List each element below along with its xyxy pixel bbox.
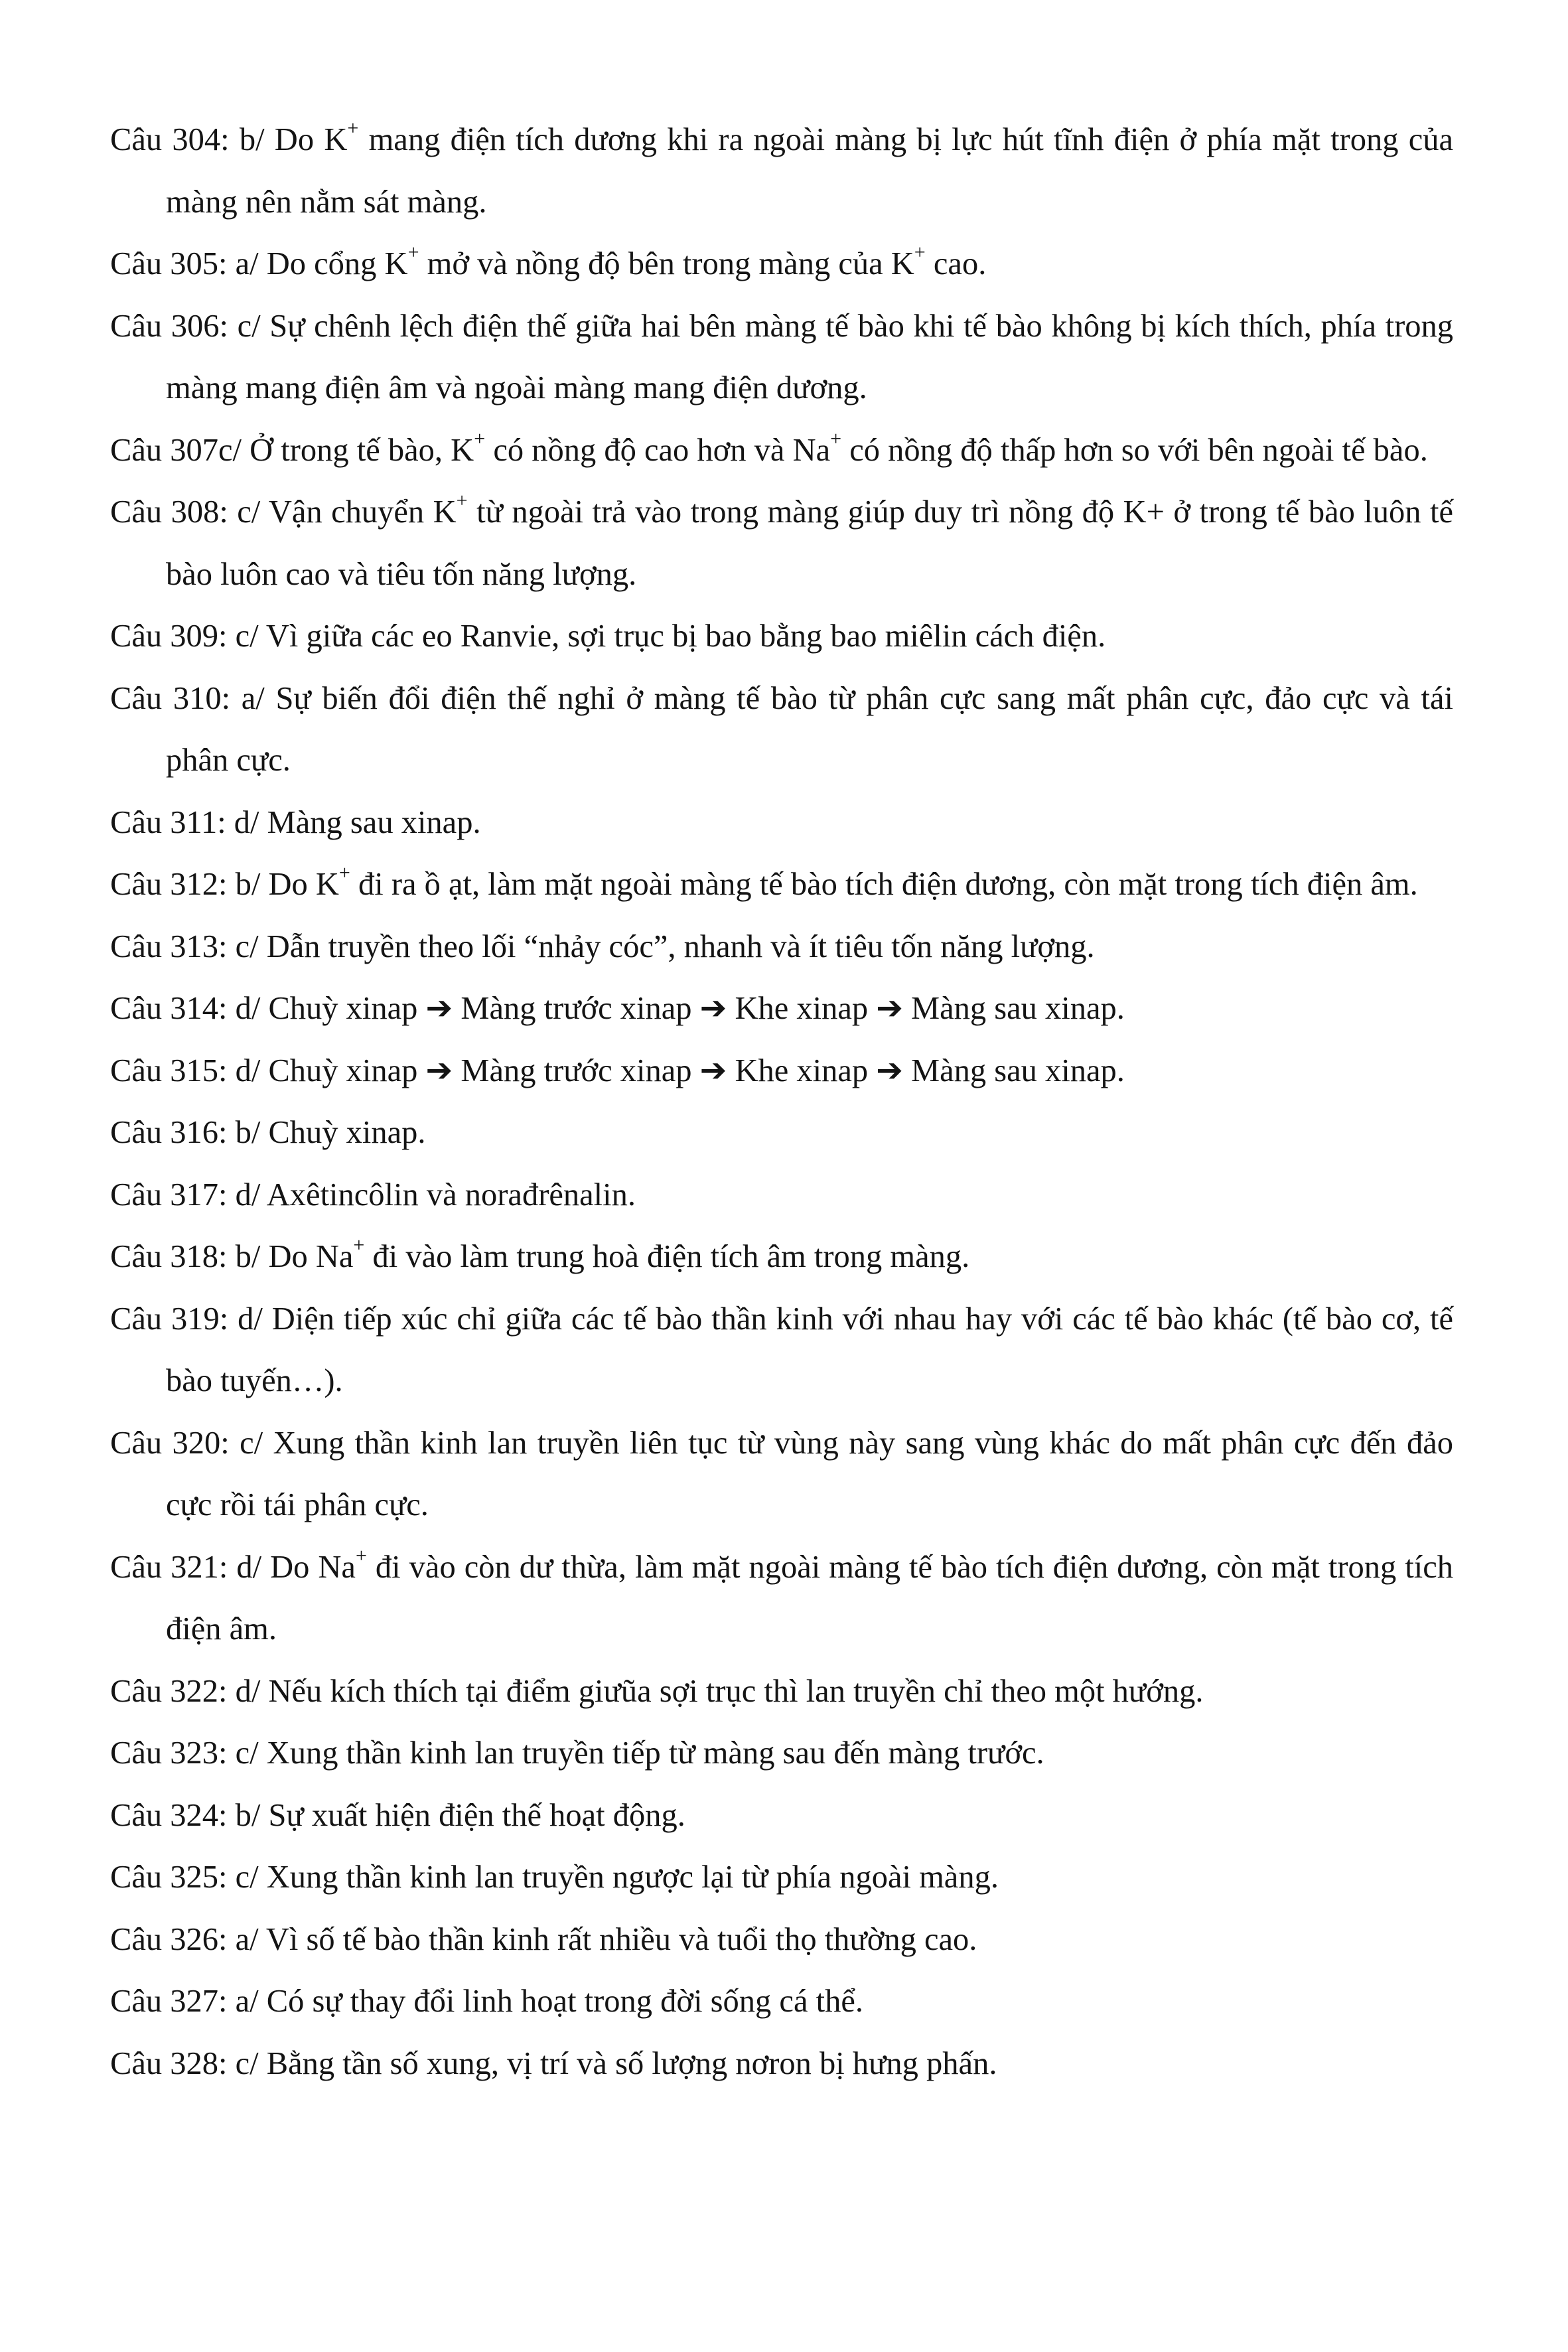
answer-text: Câu 309: c/ Vì giữa các eo Ranvie, sợi trục bị bao bằng bao miêlin cách điện.	[110, 619, 1106, 654]
answer-text: Câu 326: a/ Vì số tế bào thần kinh rất nhiều và tuổi thọ thường cao.	[110, 1921, 977, 1957]
answer-entry	[110, 1660, 1453, 1723]
answer-entry	[110, 916, 1453, 978]
answer-text: Câu 311: d/ Màng sau xinap.	[110, 804, 481, 840]
superscript-charge: +	[830, 427, 842, 450]
superscript-charge: +	[456, 488, 468, 512]
answer-entry	[110, 1288, 1453, 1412]
superscript-charge: +	[914, 240, 926, 263]
answer-text: đi ra ồ ạt, làm mặt ngoài màng tế bào tích điện dương, còn mặt trong tích điện âm.	[350, 867, 1418, 902]
answer-text: Câu 324: b/ Sự xuất hiện điện thế hoạt động.	[110, 1797, 685, 1833]
superscript-charge: +	[353, 1233, 365, 1256]
answer-text: Câu 325: c/ Xung thần kinh lan truyền ngược lại từ phía ngoài màng.	[110, 1860, 999, 1895]
answer-text: Câu 306: c/ Sự chênh lệch điện thế giữa hai bên màng tế bào khi tế bào không bị kích thích, phía trong màng mang điện âm và ngoài màng mang điện dương.	[110, 308, 1453, 405]
answer-entry	[110, 1536, 1453, 1660]
superscript-charge: +	[474, 427, 486, 450]
answer-entry	[110, 1164, 1453, 1226]
answer-text: Câu 321: d/ Do Na	[110, 1549, 356, 1585]
answer-entry	[110, 1040, 1453, 1102]
answer-text: mang điện tích dương khi ra ngoài màng bị lực hút tĩnh điện ở phía mặt trong của màng nên nằm sát màng.	[166, 122, 1453, 220]
answer-text: Câu 304: b/ Do K	[110, 122, 348, 157]
answer-text: Câu 310: a/ Sự biến đổi điện thế nghỉ ở màng tế bào từ phân cực sang mất phân cực, đảo cực và tái phân cực.	[110, 680, 1453, 778]
answer-entry	[110, 668, 1453, 792]
answer-text: Câu 322: d/ Nếu kích thích tại điểm giưũa sợi trục thì lan truyền chỉ theo một hướng.	[110, 1673, 1204, 1709]
answer-entry	[110, 792, 1453, 854]
answer-text: Câu 327: a/ Có sự thay đổi linh hoạt trong đời sống cá thể.	[110, 1984, 863, 2019]
answer-entry	[110, 481, 1453, 605]
answer-text: có nồng độ thấp hơn so với bên ngoài tế bào.	[841, 432, 1428, 468]
answer-entry	[110, 978, 1453, 1040]
answer-text: Câu 312: b/ Do K	[110, 867, 339, 902]
answer-entry	[110, 1102, 1453, 1164]
answer-text: Câu 305: a/ Do cổng K	[110, 246, 408, 281]
answer-entry	[110, 1226, 1453, 1288]
answer-text: Câu 318: b/ Do Na	[110, 1239, 354, 1274]
answer-entry	[110, 2033, 1453, 2095]
answer-text: Câu 320: c/ Xung thần kinh lan truyền liên tục từ vùng này sang vùng khác do mất phân cực đến đảo cực rồi tái phân cực.	[110, 1425, 1453, 1522]
answer-text: Câu 315: d/ Chuỳ xinap ➔ Màng trước xinap ➔ Khe xinap ➔ Màng sau xinap.	[110, 1053, 1125, 1088]
superscript-charge: +	[407, 240, 419, 263]
answer-text: Câu 319: d/ Diện tiếp xúc chỉ giữa các tế bào thần kinh với nhau hay với các tế bào khác (tế bào cơ, tế bào tuyến…).	[110, 1301, 1453, 1398]
answer-entry	[110, 109, 1453, 233]
answer-entry	[110, 1846, 1453, 1909]
answer-text: Câu 313: c/ Dẫn truyền theo lối “nhảy cóc”, nhanh và ít tiêu tốn năng lượng.	[110, 928, 1095, 964]
superscript-charge: +	[338, 861, 350, 884]
answer-text: Câu 307c/ Ở trong tế bào, K	[110, 432, 474, 468]
answer-entry	[110, 295, 1453, 419]
answer-entry	[110, 1970, 1453, 2033]
answer-entry	[110, 233, 1453, 295]
answer-key-document	[110, 109, 1453, 2095]
answer-entry	[110, 1412, 1453, 1536]
answer-text: Câu 323: c/ Xung thần kinh lan truyền tiếp từ màng sau đến màng trước.	[110, 1735, 1044, 1771]
answer-text: mở và nồng độ bên trong màng của K	[419, 246, 914, 281]
answer-text: có nồng độ cao hơn và Na	[485, 432, 831, 468]
answer-text: Câu 314: d/ Chuỳ xinap ➔ Màng trước xinap ➔ Khe xinap ➔ Màng sau xinap.	[110, 991, 1125, 1026]
answer-entry	[110, 419, 1453, 482]
answer-text: đi vào còn dư thừa, làm mặt ngoài màng tế bào tích điện dương, còn mặt trong tích điện âm.	[166, 1549, 1453, 1647]
answer-text: Câu 316: b/ Chuỳ xinap.	[110, 1115, 426, 1150]
answer-text: Câu 308: c/ Vận chuyển K	[110, 494, 457, 530]
superscript-charge: +	[347, 116, 359, 139]
answer-entry	[110, 853, 1453, 916]
answer-entry	[110, 1722, 1453, 1785]
answer-text: Câu 328: c/ Bằng tần số xung, vị trí và số lượng nơron bị hưng phấn.	[110, 2045, 997, 2081]
answer-entry	[110, 1909, 1453, 1971]
answer-text: từ ngoài trả vào trong màng giúp duy trì nồng độ K+ ở trong tế bào luôn tế bào luôn cao và tiêu tốn năng lượng.	[166, 494, 1453, 592]
answer-text: cao.	[925, 246, 987, 281]
answer-text: đi vào làm trung hoà điện tích âm trong màng.	[364, 1239, 970, 1274]
superscript-charge: +	[355, 1544, 367, 1567]
answer-entry	[110, 1785, 1453, 1847]
answer-text: Câu 317: d/ Axêtincôlin và norađrênalin.	[110, 1177, 636, 1213]
answer-entry	[110, 605, 1453, 668]
